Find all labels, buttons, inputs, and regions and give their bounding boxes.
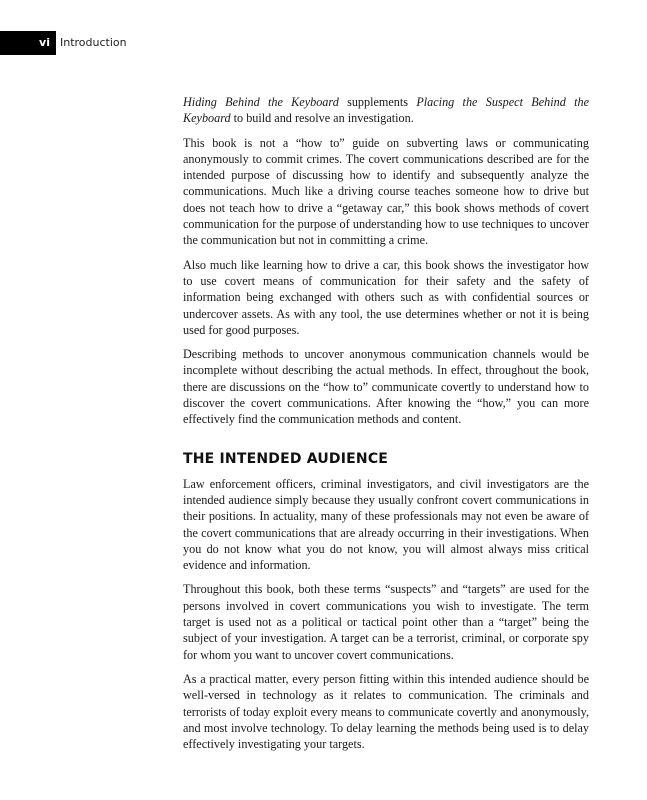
book-title-placing: Placing the Suspect Behind the Keyboard: [183, 95, 589, 126]
running-head-title: Introduction: [60, 36, 127, 49]
intro-paragraph-1: [183, 94, 589, 127]
audience-paragraph-2: Throughout this book, both these terms “suspects” and “targets” are used for the persons involved in covert communications you wish to investigate. The term target is used not as a political or tactical point other than a “target” being the subject of your investigation. A target can be a terrorist, criminal, or corporate spy for whom you want to uncover covert communications.: [183, 582, 589, 662]
page-number-tab: [0, 31, 56, 55]
section-heading-intended-audience: THE INTENDED AUDIENCE: [183, 450, 389, 467]
book-title-hiding: Hiding Behind the Keyboard: [183, 95, 339, 109]
audience-paragraph-1: Law enforcement officers, criminal investigators, and civil investigators are the intended audience simply because they usually confront covert communications in their positions. In actuality, many of these professionals may not even be aware of the covert communications that are already occurring in their investigations. When you do not know what you do not know, you will almost always miss critical evidence and information.: [183, 476, 589, 573]
audience-paragraph-3: As a practical matter, every person fitting within this intended audience should be well-versed in technology as it relates to communication. The criminals and terrorists of today exploit every means to communicate covertly and anonymously, and most involve technology. To delay learning the methods being used is to delay effectively investigating your targets.: [183, 671, 589, 752]
intro-paragraph-3: Also much like learning how to drive a car, this book shows the investigator how to use covert means of communication for their safety and the safety of information being exchanged with others such as with confidential sources or undercover assets. As with any tool, the use determines whether or not it is being used for good purposes.: [183, 257, 589, 337]
intro-paragraph-1-tail: to build and resolve an investigation.: [230, 111, 414, 126]
page-number: vi: [39, 36, 50, 49]
intro-paragraph-1-mid: supplements: [338, 95, 417, 109]
intro-paragraph-4: Describing methods to uncover anonymous communication channels would be incomplete without describing the actual methods. In effect, throughout the book, there are discussions on the “how to” communicate covertly to understand how to discover the covert communications. After knowing the “how,” you can more effectively find the communication methods and content.: [183, 347, 589, 427]
intro-paragraph-2: This book is not a “how to” guide on subverting laws or communicating anonymously to commit crimes. The covert communications described are for the intended purpose of discussing how to identify and subsequently analyze the communications. Much like a driving course teaches someone how to drive but does not teach how to drive a “getaway car,” this book shows methods of covert communication for the purpose of understanding how to use techniques to uncover the communication but not in committing a crime.: [183, 135, 589, 248]
page-body: [183, 94, 589, 760]
